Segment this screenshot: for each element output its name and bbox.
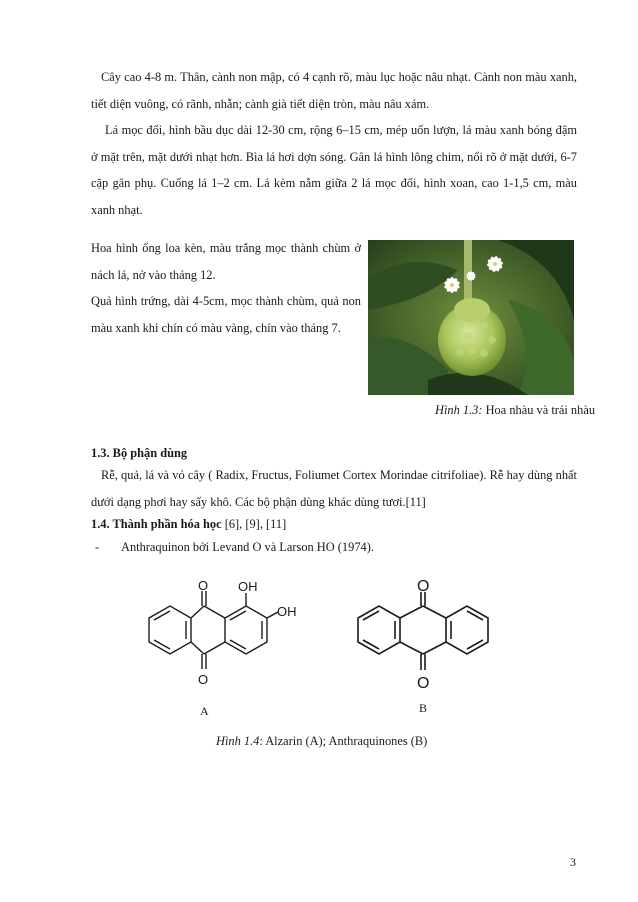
noni-photo-illustration [368,240,574,395]
noni-flower-fruit-photo [368,240,574,395]
paragraph-stem: Cây cao 4-8 m. Thân, cành non mập, có 4 cạnh rõ, màu lục hoặc nâu nhạt. Cành non màu xanh, tiết diện vuông, có rãnh, nhẵn; cành già tiết diện tròn, màu nâu xám. [91,70,577,111]
section-1-3-heading: 1.3. Bộ phận dùng [91,446,188,460]
figure-1-3-caption: Hình 1.3: Hoa nhàu và trái nhàu [435,403,596,417]
anthraquinone-structure [350,578,500,698]
paragraph-flower: Hoa hình ống loa kèn, màu trắng mọc thành chùm ở nách lá, nở vào tháng 12. [91,241,361,282]
alizarin-oh-1: OH [238,579,258,594]
paragraph-parts-used: Rễ, quả, lá và vỏ cây ( Radix, Fructus, Foliumet Cortex Morindae citrifoliae). Rễ hay dùng nhất dưới dạng phơi hay sấy khô. Các bộ phận dùng khác dùng tươi.[11] [91,468,577,509]
anthraquinone-carbonyl-o-bottom: O [417,675,430,692]
structure-label-a: A [200,704,209,718]
bullet-anthraquinon: - Anthraquinon bởi Levand O và Larson HO (1974). [95,540,374,554]
structure-label-b: B [419,701,428,715]
alizarin-carbonyl-o-bottom: O [198,672,209,687]
figure-1-4-caption: Hình 1.4: Alzarin (A); Anthraquinones (B) [216,734,428,748]
alizarin-structure [140,578,310,698]
alizarin-oh-2: OH [277,604,297,619]
paragraph-fruit: Quả hình trứng, dài 4-5cm, mọc thành chùm, quả non màu xanh khi chín có màu vàng, chín vào tháng 7. [91,294,361,335]
anthraquinone-carbonyl-o-top: O [417,578,430,595]
alizarin-carbonyl-o-top: O [198,578,209,593]
section-1-4-heading: 1.4. Thành phần hóa học [6], [9], [11] [91,517,287,531]
paragraph-leaf: Lá mọc đối, hình bầu dục dài 12-30 cm, rộng 6–15 cm, mép uốn lượn, lá màu xanh bóng đậm ở mặt trên, mặt dưới nhạt hơn. Bìa lá hơi dợn sóng. Gân lá hình lông chim, nổi rõ ở mặt dưới, 6-7 cặp gân phụ. Cuống lá 1–2 cm. Lá kèm nằm giữa 2 lá mọc đối, hình xoan, cao 1-1,5 cm, màu xanh nhạt. [91,123,577,217]
page-number: 3 [570,855,576,869]
